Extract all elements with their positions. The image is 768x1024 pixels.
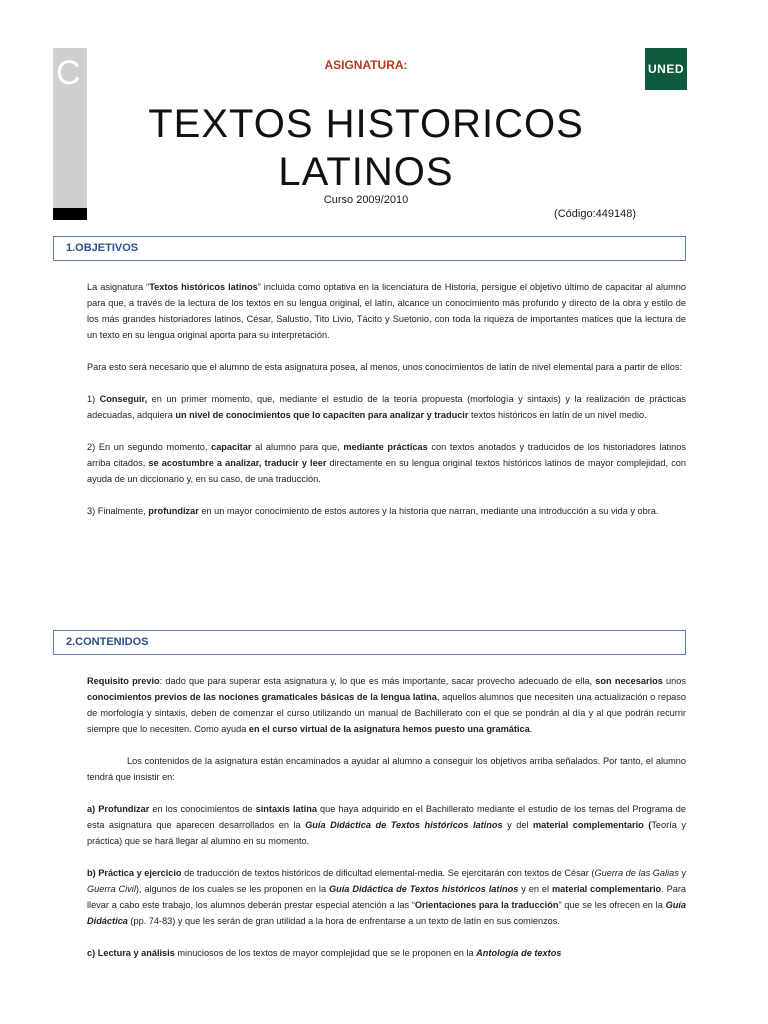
page-title (96, 100, 636, 196)
uned-logo: UNED (645, 48, 687, 90)
objetivos-paragraph-2: Para esto será necesario que el alumno de esta asignatura posea, al menos, unos conocimientos de latín de nivel elemental para a partir de ellos: (87, 362, 682, 372)
course-code: (Código:449148) (554, 208, 636, 220)
title-line-2: LATINOS (278, 150, 454, 194)
contenidos-item-b: b) Práctica y ejercicio de traducción de textos históricos de dificultad elemental-media. Se ejercitarán con textos de César (Guerra de las Galias y Guerra Civil), algunos de los cuales se les proponen en la Guía Didáctica de Textos históricos latinos y en el material complementario. Para llevar a cabo este trabajo, los alumnos deberán prestar especial atención a las “Orientaciones para la traducción” que se les ofrecen en la Guía Didáctica (pp. 74-83) y que les serán de gran utilidad a la hora de enfrentarse a un texto de latín en sus comienzos. (87, 868, 687, 926)
sidebar-bar (53, 208, 87, 220)
contenidos-item-a: a) Profundizar en los conocimientos de sintaxis latina que haya adquirido en el Bachillerato mediante el estudio de los temas del Programa de esta asignatura que aparecen desarrollados en la Guía Didáctica de Textos históricos latinos y del material complementario (Teoría y práctica) que se hará llegar al alumno en su momento. (87, 804, 686, 846)
section-objetivos-header: 1.OBJETIVOS (53, 236, 686, 261)
course-year: Curso 2009/2010 (323, 194, 409, 206)
sidebar-letter: C (56, 54, 81, 92)
objetivos-content (87, 279, 686, 519)
contenidos-content (87, 673, 686, 961)
objetivos-paragraph-3: 1) Conseguir, en un primer momento, que, mediante el estudio de la teoría propuesta (morfología y sintaxis) y la realización de prácticas adecuadas, adquiera un nivel de conocimientos que lo capaciten para analizar y traducir textos históricos en latín de un nivel medio. (87, 394, 686, 420)
section-contenidos-header: 2.CONTENIDOS (53, 630, 686, 655)
objetivos-paragraph-4: 2) En un segundo momento, capacitar al alumno para que, mediante prácticas con textos anotados y traducidos de los historiadores latinos arriba citados, se acostumbre a analizar, traducir y leer directamente en su lengua original textos históricos latinos de mayor complejidad, con ayuda de un diccionario y, en su caso, de una traducción. (87, 442, 687, 484)
objetivos-paragraph-1: La asignatura “Textos históricos latinos” incluida como optativa en la licenciatura de Historia, persigue el objetivo último de capacitar al alumno para que, a través de la lectura de los textos en su lengua original, el latín, alcance un conocimiento más profundo y directo de la obra y estilo de los más grandes historiadores latinos, César, Salustio, Tito Livio, Tácito y Suetonio, con toda la riqueza de importantes matices que la lectura de un texto en su lengua original aporta para su interpretación. (87, 282, 686, 340)
objetivos-paragraph-5: 3) Finalmente, profundizar en un mayor conocimiento de estos autores y la historia que narran, mediante una introducción a su vida y obra. (87, 506, 659, 516)
contenidos-item-c: c) Lectura y análisis minuciosos de los textos de mayor complejidad que se le proponen en la Antología de textos (87, 948, 562, 958)
asignatura-label: ASIGNATURA: (324, 58, 408, 72)
contenidos-paragraph-1: Requisito previo: dado que para superar esta asignatura y, lo que es más importante, sacar provecho adecuado de ella, son necesarios unos conocimientos previos de las nociones gramaticales básicas de la lengua latina, aquellos alumnos que necesiten una actualización o repaso de morfología y sintaxis, deben de comenzar el curso utilizando un manual de Bachillerato con el que se pondrán al día y al que podrán recurrir siempre que lo necesiten. Como ayuda en el curso virtual de la asignatura hemos puesto una gramática. (87, 676, 686, 734)
title-line-1: TEXTOS HISTORICOS (148, 102, 584, 146)
contenidos-paragraph-2: Los contenidos de la asignatura están encaminados a ayudar al alumno a conseguir los objetivos arriba señalados. Por tanto, el alumno tendrá que insistir en: (87, 756, 686, 782)
